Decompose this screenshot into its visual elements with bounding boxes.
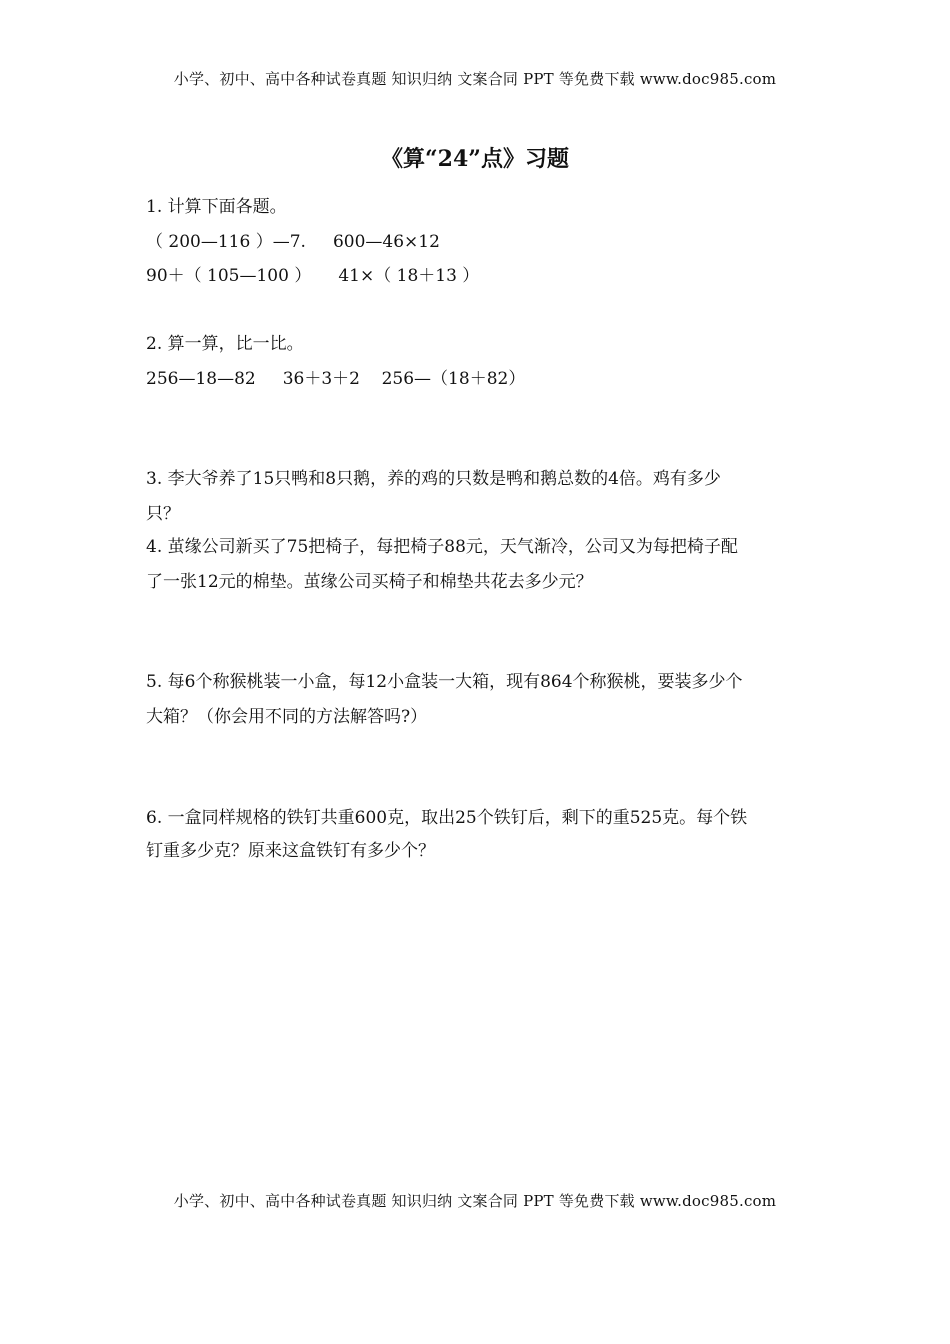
question-5-line-2: 大箱？（你会用不同的方法解答吗?） bbox=[146, 707, 428, 727]
question-2-heading: 2. 算一算，比一比。 bbox=[146, 334, 304, 354]
page-header: 小学、初中、高中各种试卷真题 知识归纳 文案合同 PPT 等免费下载 www.doc985.com bbox=[173, 70, 777, 88]
question-2-row: 256—18—82 36＋3＋2 256—（18＋82） bbox=[146, 369, 526, 389]
question-4-line-2: 了一张12元的棉垫。茧缘公司买椅子和棉垫共花去多少元？ bbox=[146, 572, 593, 592]
question-1-row-1: （ 200—116 ）—7. 600—46×12 bbox=[146, 232, 440, 252]
question-1-row-2: 90＋（ 105—100 ） 41×（ 18＋13 ） bbox=[146, 266, 480, 286]
page-footer: 小学、初中、高中各种试卷真题 知识归纳 文案合同 PPT 等免费下载 www.doc985.com bbox=[173, 1192, 777, 1210]
question-6-line-2: 钉重多少克？原来这盒铁钉有多少个？ bbox=[146, 841, 435, 861]
question-5-line-1: 5. 每6个称猴桃装一小盒，每12小盒装一大箱，现有864个称猴桃，要装多少个 bbox=[146, 672, 743, 692]
question-3-line-2: 只？ bbox=[146, 504, 180, 524]
question-4-line-1: 4. 茧缘公司新买了75把椅子，每把椅子88元，天气渐冷，公司又为每把椅子配 bbox=[146, 537, 738, 557]
document-title: 《算“24”点》习题 bbox=[381, 146, 569, 172]
question-6-line-1: 6. 一盒同样规格的铁钉共重600克，取出25个铁钉后，剩下的重525克。每个铁 bbox=[146, 808, 748, 828]
question-3-line-1: 3. 李大爷养了15只鸭和8只鹅，养的鸡的只数是鸭和鹅总数的4倍。鸡有多少 bbox=[146, 469, 721, 489]
question-1-heading: 1. 计算下面各题。 bbox=[146, 197, 287, 217]
